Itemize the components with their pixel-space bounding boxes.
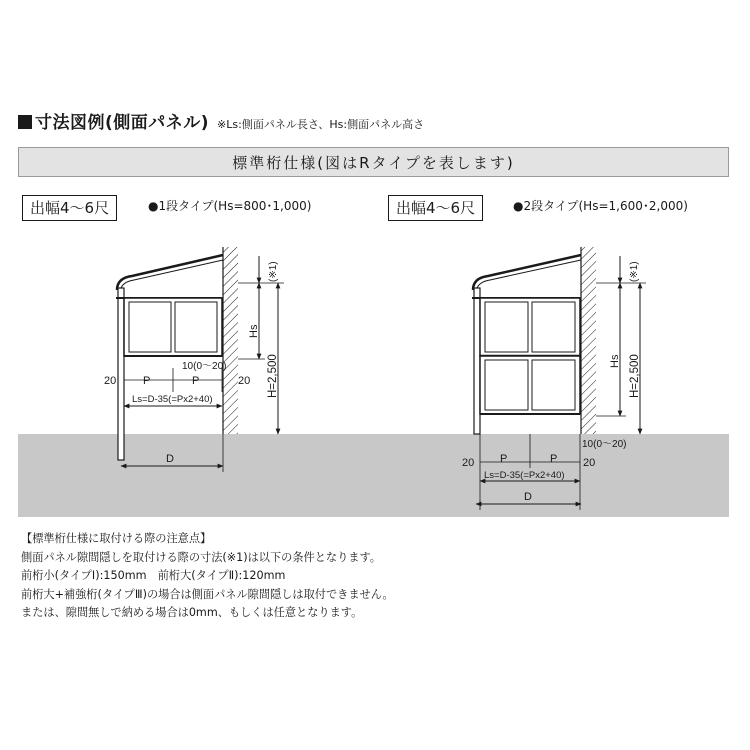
- right-roof: [473, 255, 581, 290]
- left-hs-label: Hs: [248, 324, 260, 338]
- right-ls-label: Ls=D-35(=Px2+40): [484, 470, 565, 481]
- right-width-label: 出幅4〜6尺: [388, 195, 483, 221]
- right-gap-label: 10(0〜20): [582, 439, 627, 450]
- right-panel-upper: [480, 298, 580, 356]
- left-panel: [124, 298, 222, 356]
- right-note1-label: (※1): [629, 261, 640, 282]
- title-text: 寸法図例(側面パネル): [35, 113, 210, 133]
- right-20-label: 20: [462, 457, 475, 469]
- right-h-label: H=2,500: [629, 354, 641, 398]
- left-p-label: P: [192, 375, 200, 387]
- right-hs-label: Hs: [609, 354, 621, 368]
- left-roof: [117, 255, 223, 290]
- left-type-label: ●1段タイプ(Hs=800･1,000): [148, 199, 312, 213]
- notes-heading: 【標準桁仕様に取付ける際の注意点】: [21, 532, 212, 545]
- notes-line: 側面パネル隙間隠しを取付ける際の寸法(※1)は以下の条件となります。: [21, 550, 381, 564]
- notes-line: または、隙間無しで納める場合は0mm、もしくは任意となります。: [21, 606, 363, 619]
- left-ls-label: Ls=D-35(=Px2+40): [132, 394, 213, 405]
- left-20-label-right: 20: [238, 375, 251, 387]
- right-post: [474, 288, 480, 434]
- left-post: [118, 288, 124, 460]
- right-p-label: P: [500, 453, 508, 465]
- left-d-label: D: [166, 453, 174, 465]
- left-note1-label: (※1): [268, 261, 279, 282]
- left-h-label: H=2,500: [267, 354, 279, 398]
- notes-line: 前桁大+補強桁(タイプⅢ)の場合は側面パネル隙間隠しは取付できません。: [21, 587, 394, 601]
- left-20-label: 20: [104, 375, 117, 387]
- notes-line: 前桁小(タイプⅠ):150mm 前桁大(タイプⅡ):120mm: [21, 569, 286, 582]
- left-wall: [223, 247, 238, 434]
- right-20-label-right: 20: [583, 457, 596, 469]
- right-panel-lower: [480, 356, 580, 414]
- spec-banner: 標準桁仕様(図はRタイプを表します): [18, 147, 729, 177]
- left-gap-label: 10(0〜20): [182, 361, 227, 372]
- right-wall: [581, 247, 596, 434]
- left-p-label: P: [143, 375, 151, 387]
- right-p-label: P: [550, 453, 558, 465]
- notes-block: [21, 530, 394, 623]
- right-d-label: D: [524, 491, 532, 503]
- right-type-label: ●2段タイプ(Hs=1,600･2,000): [513, 199, 688, 213]
- left-width-label: 出幅4〜6尺: [22, 195, 117, 221]
- title-note: ※Ls:側面パネル長さ、Hs:側面パネル高さ: [217, 118, 425, 131]
